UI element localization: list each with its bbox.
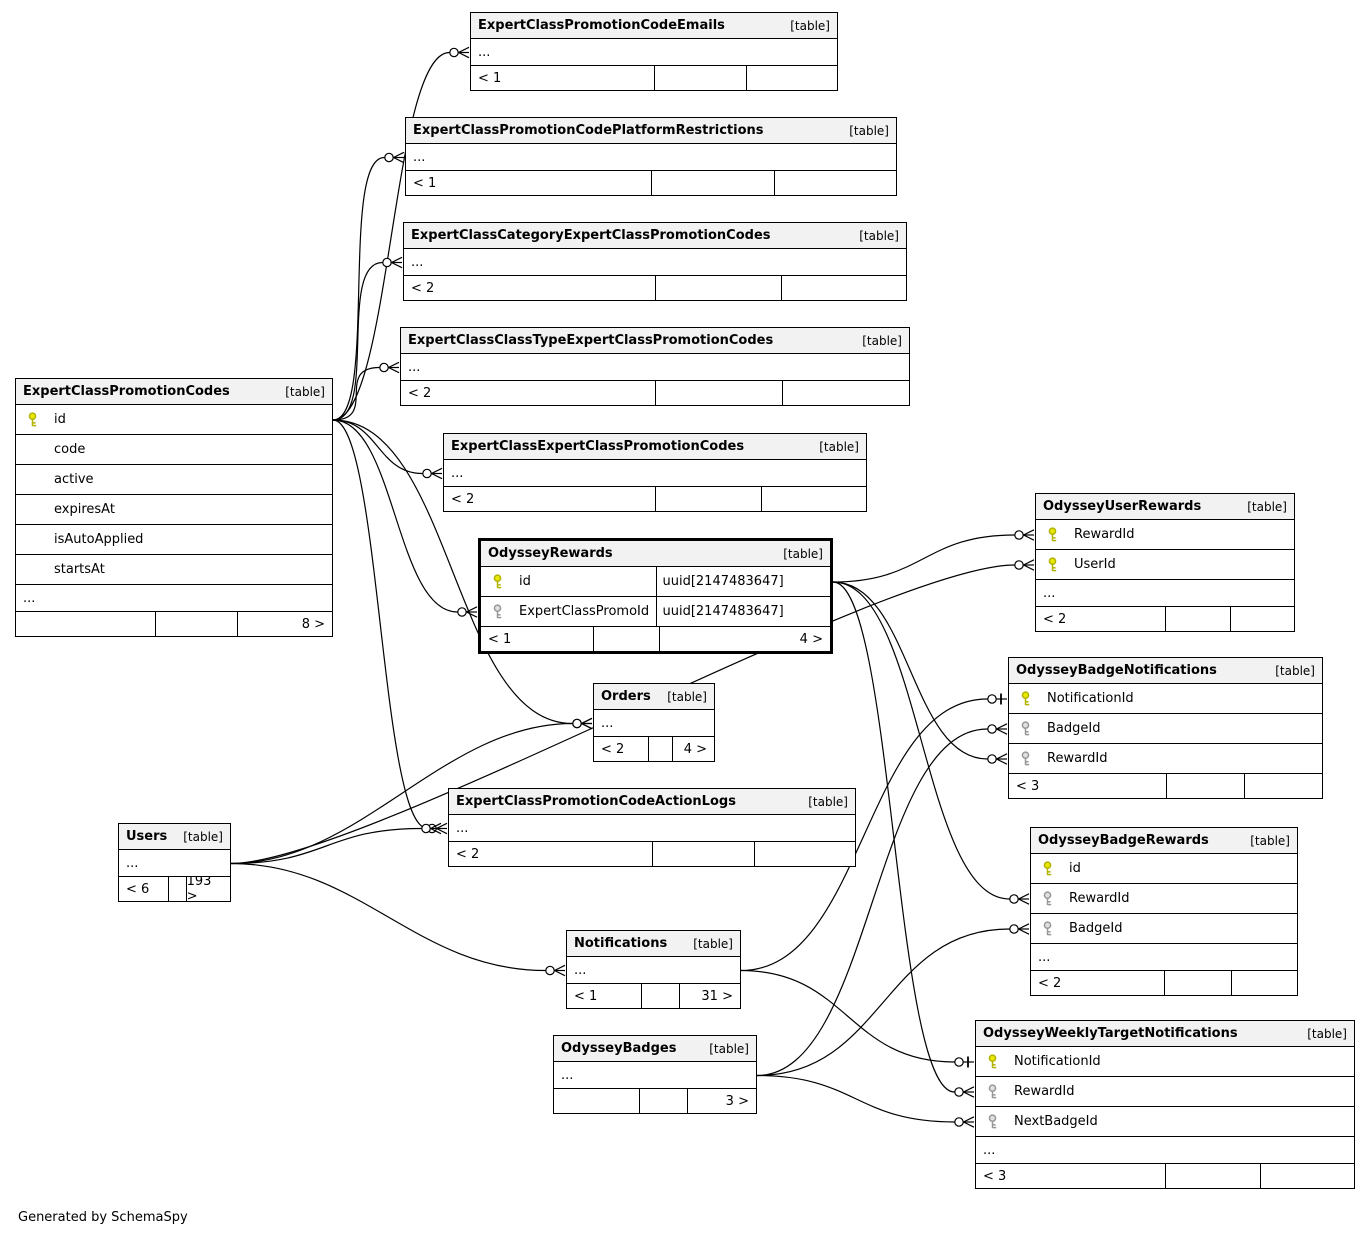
table-classtype[interactable] bbox=[400, 327, 910, 406]
children-count: 4 > bbox=[672, 737, 714, 761]
table-type-tag: [table] bbox=[849, 123, 889, 138]
ellipsis-row: ... bbox=[119, 850, 230, 877]
column-row bbox=[976, 1107, 1354, 1137]
column-row bbox=[1036, 520, 1294, 550]
column-name: NotificationId bbox=[1014, 1054, 1101, 1069]
table-type-tag: [table] bbox=[862, 333, 902, 348]
footer-spacer bbox=[648, 737, 672, 761]
ellipsis-row: ... bbox=[401, 354, 909, 381]
table-type-tag: [table] bbox=[783, 546, 823, 561]
table-title-bar bbox=[976, 1021, 1354, 1047]
parents-count bbox=[554, 1089, 639, 1113]
table-footer bbox=[1036, 607, 1294, 631]
column-name: RewardId bbox=[1047, 751, 1108, 766]
children-count: 31 > bbox=[679, 984, 740, 1008]
table-name[interactable]: Notifications bbox=[574, 936, 668, 951]
table-footer bbox=[976, 1164, 1354, 1188]
parents-count: < 2 bbox=[408, 385, 432, 401]
children-count bbox=[781, 276, 907, 300]
column-name: NextBadgeId bbox=[1014, 1114, 1098, 1129]
table-type-tag: [table] bbox=[1247, 499, 1287, 514]
table-notifications[interactable] bbox=[566, 930, 741, 1009]
footer-spacer bbox=[655, 276, 781, 300]
table-title-bar bbox=[481, 541, 830, 567]
parents-count: < 2 bbox=[1038, 975, 1062, 991]
table-title-bar bbox=[594, 684, 714, 710]
ellipsis-row: ... bbox=[594, 710, 714, 737]
parents-count: < 1 bbox=[413, 175, 437, 191]
parents-count: < 1 bbox=[574, 988, 598, 1004]
children-count bbox=[761, 487, 867, 511]
table-name[interactable]: OdysseyWeeklyTargetNotifications bbox=[983, 1026, 1238, 1041]
foreign-key-icon bbox=[986, 1114, 999, 1129]
table-category[interactable] bbox=[403, 222, 907, 301]
table-footer bbox=[119, 877, 230, 901]
column-name: active bbox=[54, 472, 94, 487]
ellipsis-row: ... bbox=[16, 585, 332, 612]
column-name: RewardId bbox=[1014, 1084, 1075, 1099]
footer-spacer bbox=[655, 381, 782, 405]
footer-spacer bbox=[652, 842, 754, 866]
foreign-key-icon bbox=[1041, 891, 1054, 906]
column-name: id bbox=[519, 574, 531, 589]
table-actionlogs[interactable] bbox=[448, 788, 856, 867]
footer-spacer bbox=[651, 171, 774, 195]
footer-spacer bbox=[155, 612, 237, 636]
column-row bbox=[1031, 914, 1297, 944]
table-type-tag: [table] bbox=[1250, 833, 1290, 848]
table-type-tag: [table] bbox=[808, 794, 848, 809]
children-count bbox=[754, 842, 856, 866]
column-name: BadgeId bbox=[1047, 721, 1101, 736]
foreign-key-icon bbox=[1019, 721, 1032, 736]
ellipsis-row: ... bbox=[554, 1062, 756, 1089]
table-name[interactable]: Users bbox=[126, 829, 168, 844]
table-title-bar bbox=[1009, 658, 1322, 684]
table-name[interactable]: OdysseyBadgeRewards bbox=[1038, 833, 1209, 848]
column-row bbox=[976, 1077, 1354, 1107]
children-count bbox=[1260, 1164, 1355, 1188]
primary-key-icon bbox=[491, 574, 504, 589]
parents-count: < 1 bbox=[488, 631, 512, 647]
table-footer bbox=[444, 487, 866, 511]
footer-spacer bbox=[654, 66, 746, 90]
ellipsis-row: ... bbox=[449, 815, 855, 842]
table-name[interactable]: OdysseyUserRewards bbox=[1043, 499, 1202, 514]
footer-spacer bbox=[1166, 774, 1244, 798]
table-footer bbox=[471, 66, 837, 90]
parents-count: < 2 bbox=[1043, 611, 1067, 627]
children-count bbox=[1231, 971, 1298, 995]
ellipsis-row: ... bbox=[471, 39, 837, 66]
children-count bbox=[746, 66, 838, 90]
table-type-tag: [table] bbox=[667, 689, 707, 704]
parents-count: < 2 bbox=[411, 280, 435, 296]
table-title-bar bbox=[404, 223, 906, 249]
table-orders[interactable] bbox=[593, 683, 715, 762]
column-name: BadgeId bbox=[1069, 921, 1123, 936]
table-footer bbox=[594, 737, 714, 761]
table-name[interactable]: ExpertClassCategoryExpertClassPromotionCodes bbox=[411, 228, 771, 243]
children-count: 4 > bbox=[659, 627, 830, 651]
table-badges[interactable] bbox=[553, 1035, 757, 1114]
table-title-bar bbox=[567, 931, 740, 957]
footer-spacer bbox=[168, 877, 186, 901]
table-name[interactable]: ExpertClassExpertClassPromotionCodes bbox=[451, 439, 745, 454]
table-footer bbox=[406, 171, 896, 195]
children-count: 193 > bbox=[186, 877, 230, 901]
column-row bbox=[1036, 550, 1294, 580]
parents-count: < 6 bbox=[126, 881, 150, 897]
table-type-tag: [table] bbox=[790, 18, 830, 33]
column-name: expiresAt bbox=[54, 502, 115, 517]
table-footer bbox=[16, 612, 332, 636]
children-count: 8 > bbox=[237, 612, 332, 636]
table-title-bar bbox=[406, 118, 896, 144]
column-name: code bbox=[54, 442, 86, 457]
table-name[interactable]: ExpertClassPromotionCodeActionLogs bbox=[456, 794, 736, 809]
column-row bbox=[16, 495, 332, 525]
table-name[interactable]: ExpertClassPromotionCodeEmails bbox=[478, 18, 725, 33]
children-count: 3 > bbox=[687, 1089, 756, 1113]
table-type-tag: [table] bbox=[693, 936, 733, 951]
parents-count: < 2 bbox=[456, 846, 480, 862]
footer-spacer bbox=[593, 627, 659, 651]
primary-key-icon bbox=[26, 412, 39, 427]
children-count bbox=[782, 381, 909, 405]
column-row bbox=[16, 525, 332, 555]
table-weekly[interactable] bbox=[975, 1020, 1355, 1189]
table-name[interactable]: ExpertClassPromotionCodePlatformRestrictions bbox=[413, 123, 764, 138]
column-datatype: uuid[2147483647] bbox=[656, 567, 831, 596]
table-type-tag: [table] bbox=[709, 1041, 749, 1056]
table-footer bbox=[404, 276, 906, 300]
column-row bbox=[16, 555, 332, 585]
table-footer bbox=[554, 1089, 756, 1113]
column-name: startsAt bbox=[54, 562, 105, 577]
table-type-tag: [table] bbox=[285, 384, 325, 399]
column-row bbox=[1031, 884, 1297, 914]
column-row bbox=[16, 465, 332, 495]
primary-key-icon bbox=[1046, 527, 1059, 542]
primary-key-icon bbox=[1019, 691, 1032, 706]
column-name: UserId bbox=[1074, 557, 1116, 572]
ellipsis-row: ... bbox=[1031, 944, 1297, 971]
foreign-key-icon bbox=[1041, 921, 1054, 936]
table-title-bar bbox=[1031, 828, 1297, 854]
table-name[interactable]: Orders bbox=[601, 689, 651, 704]
column-name: RewardId bbox=[1069, 891, 1130, 906]
parents-count: < 2 bbox=[601, 741, 625, 757]
foreign-key-icon bbox=[491, 604, 504, 619]
column-row bbox=[16, 405, 332, 435]
column-row bbox=[1009, 744, 1322, 774]
ellipsis-row: ... bbox=[404, 249, 906, 276]
primary-key-icon bbox=[1041, 861, 1054, 876]
table-name[interactable]: ExpertClassPromotionCodes bbox=[23, 384, 230, 399]
table-type-tag: [table] bbox=[183, 829, 223, 844]
table-type-tag: [table] bbox=[819, 439, 859, 454]
primary-key-icon bbox=[986, 1054, 999, 1069]
table-title-bar bbox=[449, 789, 855, 815]
column-name: NotificationId bbox=[1047, 691, 1134, 706]
primary-key-icon bbox=[1046, 557, 1059, 572]
parents-count: < 1 bbox=[478, 70, 502, 86]
children-count bbox=[1230, 607, 1295, 631]
parents-count bbox=[16, 612, 155, 636]
table-ecepc[interactable] bbox=[443, 433, 867, 512]
table-footer bbox=[1009, 774, 1322, 798]
table-title-bar bbox=[16, 379, 332, 405]
footer-spacer bbox=[641, 984, 679, 1008]
footer-spacer bbox=[1164, 971, 1231, 995]
table-footer bbox=[481, 627, 830, 651]
table-footer bbox=[1031, 971, 1297, 995]
foreign-key-icon bbox=[1019, 751, 1032, 766]
table-title-bar bbox=[554, 1036, 756, 1062]
table-name[interactable]: OdysseyBadges bbox=[561, 1041, 677, 1056]
table-title-bar bbox=[401, 328, 909, 354]
table-footer bbox=[401, 381, 909, 405]
parents-count: < 3 bbox=[983, 1168, 1007, 1184]
column-row bbox=[1009, 714, 1322, 744]
table-name[interactable]: OdysseyBadgeNotifications bbox=[1016, 663, 1217, 678]
table-platform[interactable] bbox=[405, 117, 897, 196]
column-row bbox=[1009, 684, 1322, 714]
table-type-tag: [table] bbox=[1307, 1026, 1347, 1041]
column-name: ExpertClassPromoId bbox=[519, 604, 650, 619]
table-badgenotif[interactable] bbox=[1008, 657, 1323, 799]
table-name[interactable]: OdysseyRewards bbox=[488, 546, 613, 561]
parents-count: < 2 bbox=[451, 491, 475, 507]
table-title-bar bbox=[444, 434, 866, 460]
children-count bbox=[1244, 774, 1322, 798]
ellipsis-row: ... bbox=[444, 460, 866, 487]
footer-note: Generated by SchemaSpy bbox=[18, 1210, 188, 1225]
footer-spacer bbox=[639, 1089, 687, 1113]
table-title-bar bbox=[471, 13, 837, 39]
children-count bbox=[774, 171, 897, 195]
ellipsis-row: ... bbox=[976, 1137, 1354, 1164]
parents-count: < 3 bbox=[1016, 778, 1040, 794]
footer-spacer bbox=[1165, 607, 1230, 631]
ellipsis-row: ... bbox=[406, 144, 896, 171]
table-emails[interactable] bbox=[470, 12, 838, 91]
column-row bbox=[976, 1047, 1354, 1077]
foreign-key-icon bbox=[986, 1084, 999, 1099]
column-row bbox=[481, 567, 830, 597]
ellipsis-row: ... bbox=[1036, 580, 1294, 607]
table-type-tag: [table] bbox=[1275, 663, 1315, 678]
table-rewards[interactable] bbox=[478, 538, 833, 654]
column-name: id bbox=[54, 412, 66, 427]
column-name: isAutoApplied bbox=[54, 532, 144, 547]
table-type-tag: [table] bbox=[859, 228, 899, 243]
footer-spacer bbox=[655, 487, 761, 511]
table-badgerewards[interactable] bbox=[1030, 827, 1298, 996]
table-footer bbox=[567, 984, 740, 1008]
table-promo[interactable] bbox=[15, 378, 333, 637]
column-row bbox=[16, 435, 332, 465]
table-name[interactable]: ExpertClassClassTypeExpertClassPromotionCodes bbox=[408, 333, 774, 348]
column-name: id bbox=[1069, 861, 1081, 876]
table-footer bbox=[449, 842, 855, 866]
table-users[interactable] bbox=[118, 823, 231, 902]
column-row bbox=[481, 597, 830, 627]
column-row bbox=[1031, 854, 1297, 884]
column-name: RewardId bbox=[1074, 527, 1135, 542]
table-title-bar bbox=[119, 824, 230, 850]
ellipsis-row: ... bbox=[567, 957, 740, 984]
footer-spacer bbox=[1165, 1164, 1260, 1188]
table-title-bar bbox=[1036, 494, 1294, 520]
column-datatype: uuid[2147483647] bbox=[656, 597, 831, 626]
table-userrewards[interactable] bbox=[1035, 493, 1295, 632]
